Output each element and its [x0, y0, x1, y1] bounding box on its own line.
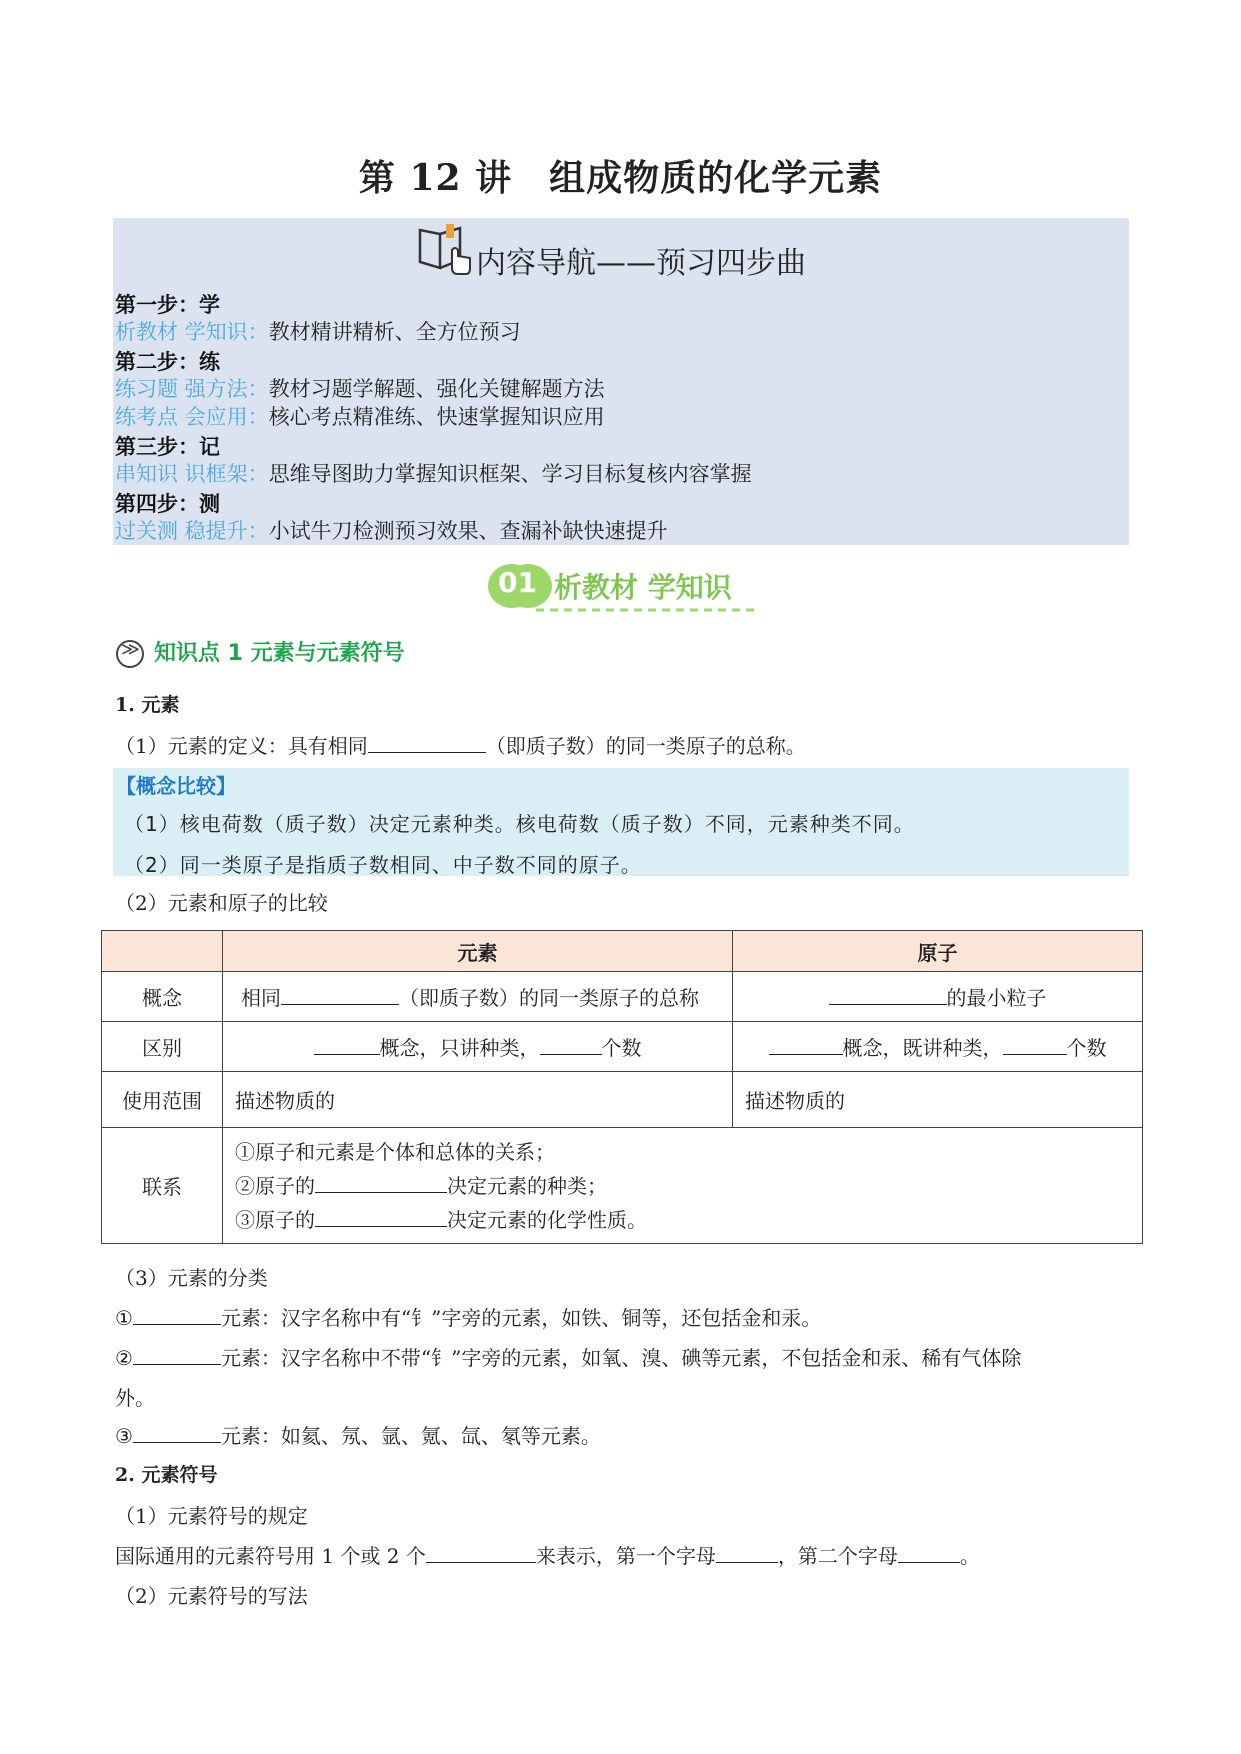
step-label: 析教材 学知识：: [115, 320, 269, 344]
rule-title: （1）元素符号的规定: [115, 1504, 308, 1528]
cell: ①原子和元素是个体和总体的关系； ②原子的 决定元素的种类； ③原子的 决定元素的化学性质。: [223, 1128, 1143, 1244]
table-row: [102, 1022, 1143, 1072]
cell: 描述物质的: [223, 1072, 733, 1128]
knowledge-point-1: [116, 636, 405, 668]
heading-symbol: 2. 元素符号: [115, 1464, 218, 1486]
step-2-item-1: [115, 373, 605, 403]
classification-item-2-cont: 外。: [115, 1386, 155, 1410]
step-desc: 小试牛刀检测预习效果、查漏补缺快速提升: [268, 519, 668, 543]
step-1-item: [115, 316, 521, 346]
step-label: 过关测 稳提升：: [115, 519, 269, 543]
step-desc: 教材精讲精析、全方位预习: [268, 320, 521, 344]
step-1: 第一步：学: [115, 293, 220, 317]
row-header: 联系: [102, 1128, 223, 1244]
cell: 概念，既讲种类， 个数: [733, 1022, 1143, 1072]
col-header-element: 元素: [223, 931, 733, 972]
step-3: 第三步：记: [115, 435, 220, 459]
concept-line-1: （1）核电荷数（质子数）决定元素种类。核电荷数（质子数）不同，元素种类不同。: [124, 812, 915, 836]
table-corner: [102, 931, 223, 972]
section-label: 析教材 学知识: [554, 571, 732, 604]
step-4-item: [115, 515, 668, 545]
cell: 描述物质的: [733, 1072, 1143, 1128]
cell: 概念，只讲种类， 个数: [223, 1022, 733, 1072]
step-2-item-2: [115, 401, 605, 431]
arrow-circle-icon: [116, 640, 144, 668]
classification-item-3: ③ 元素：如氦、氖、氩、氪、氙、氡等元素。: [115, 1424, 601, 1448]
step-3-item: [115, 458, 752, 488]
blank: [368, 732, 486, 753]
step-label: 练考点 会应用：: [115, 405, 269, 429]
concept-title: 【概念比较】: [116, 774, 236, 798]
rule-line: 国际通用的元素符号用 1 个或 2 个 来表示，第一个字母 ，第二个字母 。: [115, 1544, 980, 1568]
definition-line: （1）元素的定义：具有相同 （即质子数）的同一类原子的总称。: [115, 734, 806, 758]
concept-line-2: （2）同一类原子是指质子数相同、中子数不同的原子。: [124, 853, 642, 877]
step-desc: 思维导图助力掌握知识框架、学习目标复核内容掌握: [268, 462, 752, 486]
classification-title: （3）元素的分类: [115, 1266, 268, 1290]
book-pointer-icon: [414, 220, 476, 276]
step-desc: 教材习题学解题、强化关键解题方法: [268, 377, 605, 401]
row-header: 使用范围: [102, 1072, 223, 1128]
page-title: 第 12 讲 组成物质的化学元素: [358, 157, 883, 199]
cell: 的最小粒子: [733, 972, 1143, 1022]
write-title: （2）元素符号的写法: [115, 1584, 308, 1608]
comparison-title: （2）元素和原子的比较: [115, 891, 328, 915]
col-header-atom: 原子: [733, 931, 1143, 972]
cell: 相同 （即质子数）的同一类原子的总称: [223, 972, 733, 1022]
step-label: 练习题 强方法：: [115, 377, 269, 401]
table-row: [102, 972, 1143, 1022]
step-2: 第二步：练: [115, 350, 220, 374]
table-row: [102, 1128, 1143, 1244]
row-header: 概念: [102, 972, 223, 1022]
classification-item-1: ① 元素：汉字名称中有“钅”字旁的元素，如铁、铜等，还包括金和汞。: [115, 1306, 822, 1330]
heading-element: 1. 元素: [115, 694, 180, 716]
step-4: 第四步：测: [115, 492, 220, 516]
comparison-table: [101, 930, 1143, 1244]
knowledge-point-title: 知识点 1 元素与元素符号: [154, 641, 405, 666]
step-desc: 核心考点精准练、快速掌握知识应用: [268, 405, 605, 429]
step-label: 串知识 识框架：: [115, 462, 269, 486]
classification-item-2: ② 元素：汉字名称中不带“钅”字旁的元素，如氧、溴、碘等元素，不包括金和汞、稀有气体除: [115, 1346, 1022, 1370]
section-number: 01: [498, 566, 537, 599]
table-row: [102, 1072, 1143, 1128]
row-header: 区别: [102, 1022, 223, 1072]
nav-heading: 内容导航——预习四步曲: [476, 246, 806, 281]
